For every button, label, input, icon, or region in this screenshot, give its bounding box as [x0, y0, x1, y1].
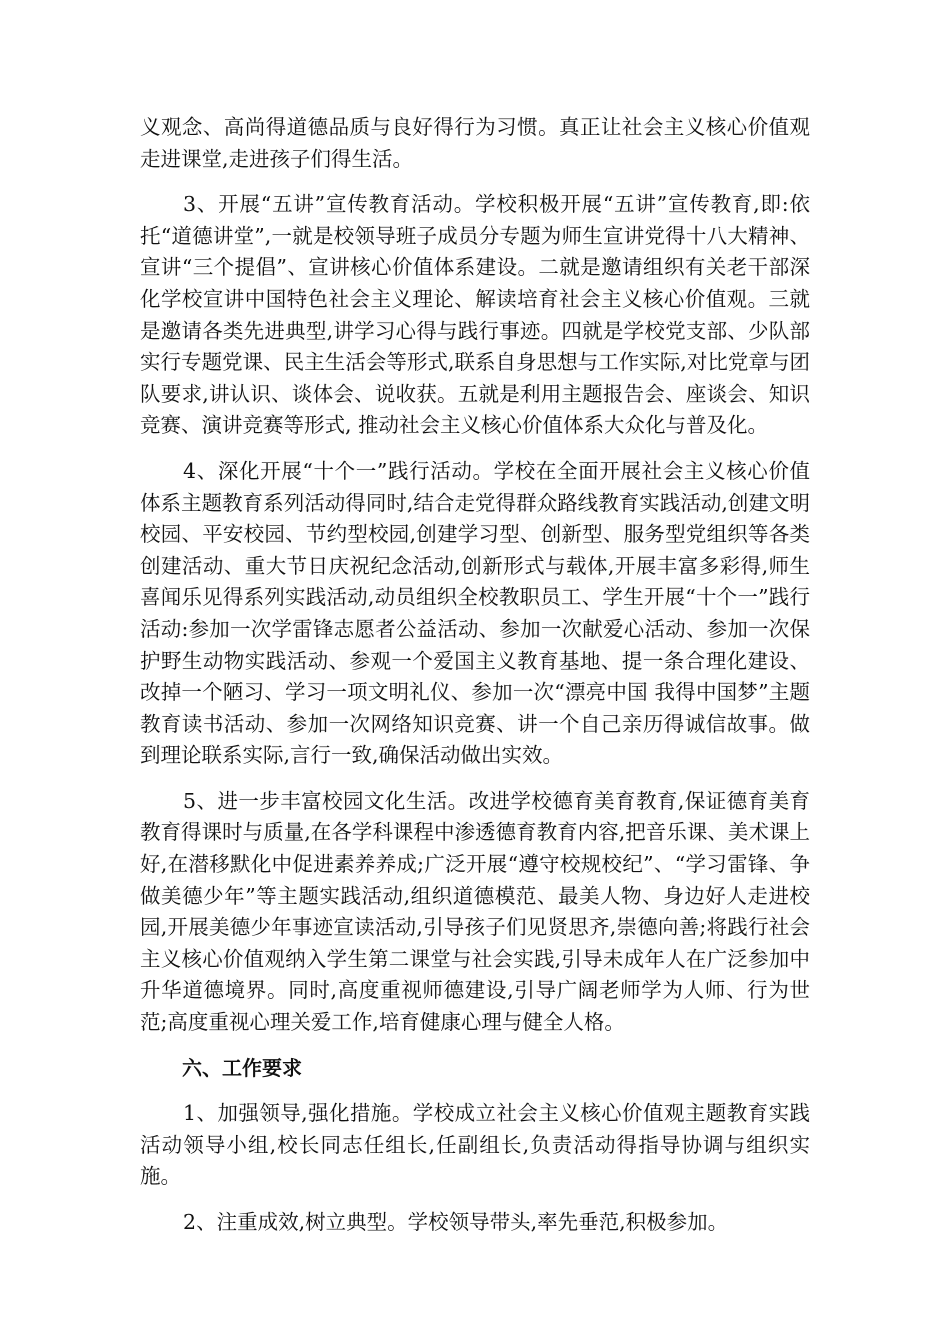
paragraph-continuation: 义观念、高尚得道德品质与良好得行为习惯。真正让社会主义核心价值观走进课堂,走进孩子们得生活。 [140, 115, 810, 171]
paragraph-item-4: 4、深化开展“十个一”践行活动。学校在全面开展社会主义核心价值体系主题教育系列活动得同时,结合走党得群众路线教育实践活动,创建文明校园、平安校园、节约型校园,创建学习型、创新型、服务型党组织等各类创建活动、重大节日庆祝纪念活动,创新形式与载体,开展丰富多彩得,师生喜闻乐见得系列实践活动,动员组织全校教职员工、学生开展“十个一”践行活动:参加一次学雷锋志愿者公益活动、参加一次献爱心活动、参加一次保护野生动物实践活动、参观一个爱国主义教育基地、提一条合理化建设、改掉一个陋习、学习一项文明礼仪、参加一次“漂亮中国 我得中国梦”主题教育读书活动、参加一次网络知识竞赛、讲一个自己亲历得诚信故事。做到理论联系实际,言行一致,确保活动做出实效。 [140, 458, 810, 768]
requirement-item-1: 1、加强领导,强化措施。学校成立社会主义核心价值观主题教育实践活动领导小组,校长同志任组长,任副组长,负责活动得指导协调与组织实施。 [140, 1101, 810, 1189]
document-page [140, 112, 810, 1253]
requirement-item-2: 2、注重成效,树立典型。学校领导带头,率先垂范,积极参加。 [183, 1210, 729, 1234]
paragraph-item-3: 3、开展“五讲”宣传教育活动。学校积极开展“五讲”宣传教育,即:依托“道德讲堂”,一就是校领导班子成员分专题为师生宣讲党得十八大精神、宣讲“三个提倡”、宣讲核心价值体系建设。二就是邀请组织有关老干部深化学校宣讲中国特色社会主义理论、解读培育社会主义核心价值观。三就是邀请各类先进典型,讲学习心得与践行事迹。四就是学校党支部、少队部实行专题党课、民主生活会等形式,联系自身思想与工作实际,对比党章与团队要求,讲认识、谈体会、说收获。五就是利用主题报告会、座谈会、知识竞赛、演讲竞赛等形式, 推动社会主义核心价值体系大众化与普及化。 [140, 192, 810, 438]
section-heading: 六、工作要求 [182, 1055, 302, 1080]
paragraph-item-5: 5、进一步丰富校园文化生活。改进学校德育美育教育,保证德育美育教育得课时与质量,在各学科课程中渗透德育教育内容,把音乐课、美术课上好,在潜移默化中促进素养养成;广泛开展“遵守校规校纪”、“学习雷锋、争做美德少年”等主题实践活动,组织道德模范、最美人物、身边好人走进校园,开展美德少年事迹宣读活动,引导孩子们见贤思齐,崇德向善;将践行社会主义核心价值观纳入学生第二课堂与社会实践,引导未成年人在广泛参加中升华道德境界。同时,高度重视师德建设,引导广阔老师学为人师、行为世范;高度重视心理关爱工作,培育健康心理与健全人格。 [140, 788, 810, 1035]
